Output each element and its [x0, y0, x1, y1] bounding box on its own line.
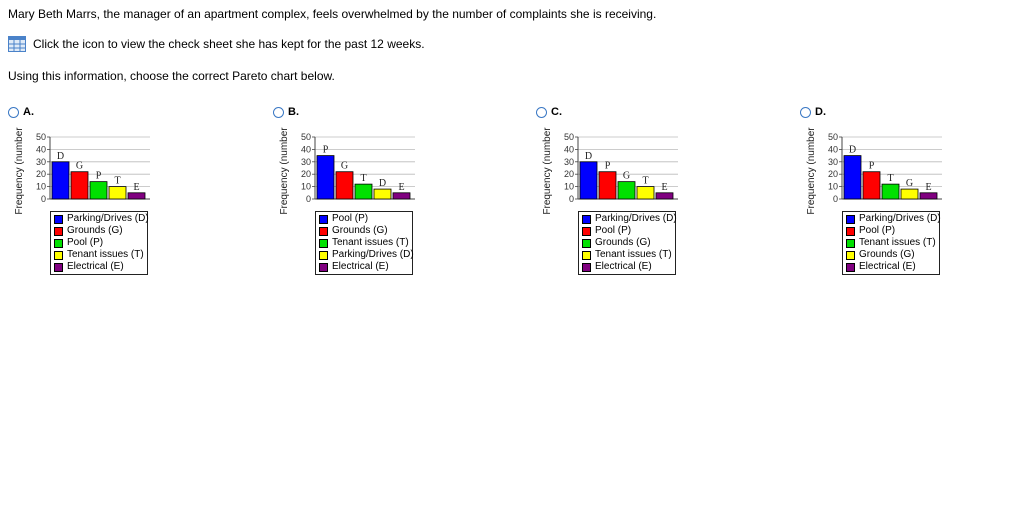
- bar: [128, 193, 145, 199]
- legend-item: Tenant issues (T): [319, 237, 409, 249]
- legend: [842, 211, 940, 275]
- y-tick-label: 10: [35, 181, 46, 192]
- y-tick-label: 40: [300, 144, 311, 155]
- legend-swatch: [582, 227, 591, 236]
- y-tick-label: 10: [300, 181, 311, 192]
- legend-item: Parking/Drives (D): [54, 213, 144, 225]
- option-c[interactable]: [536, 106, 796, 276]
- legend-swatch: [846, 239, 855, 248]
- option-label: C.: [551, 106, 562, 118]
- legend-item: Tenant issues (T): [582, 249, 672, 261]
- y-tick-label: 10: [827, 181, 838, 192]
- bar-label: P: [868, 160, 875, 172]
- y-tick-label: 50: [827, 132, 838, 142]
- legend-item: Grounds (G): [582, 237, 672, 249]
- y-tick-label: 20: [300, 169, 311, 180]
- legend-swatch: [319, 227, 328, 236]
- legend-item: Tenant issues (T): [846, 237, 936, 249]
- legend-item: Electrical (E): [319, 261, 409, 273]
- legend-item: Parking/Drives (D): [582, 213, 672, 225]
- table-grid-icon[interactable]: [8, 36, 26, 52]
- y-tick-label: 50: [300, 132, 311, 142]
- y-axis-label: Frequency (number: [14, 127, 25, 215]
- bar: [863, 172, 880, 199]
- y-tick-label: 30: [827, 156, 838, 167]
- bar: [882, 184, 899, 199]
- bar-label: E: [398, 181, 405, 193]
- check-sheet-row: [8, 36, 425, 52]
- legend-item: Pool (P): [846, 225, 936, 237]
- option-label: A.: [23, 106, 34, 118]
- option-d[interactable]: [800, 106, 1024, 276]
- y-tick-label: 20: [35, 169, 46, 180]
- y-tick-label: 30: [563, 156, 574, 167]
- bar: [71, 172, 88, 199]
- legend-item: Grounds (G): [846, 249, 936, 261]
- y-tick-label: 20: [827, 169, 838, 180]
- legend-swatch: [54, 239, 63, 248]
- legend-swatch: [846, 215, 855, 224]
- y-tick-label: 0: [40, 194, 46, 204]
- legend-swatch: [846, 251, 855, 260]
- bar: [637, 187, 654, 199]
- y-tick-label: 40: [35, 144, 46, 155]
- option-label: B.: [288, 106, 299, 118]
- y-axis-label: Frequency (number: [279, 127, 290, 215]
- bar: [844, 156, 861, 199]
- legend-item: Parking/Drives (D): [846, 213, 936, 225]
- legend-swatch: [54, 263, 63, 272]
- bar-label: P: [604, 160, 611, 172]
- legend-swatch: [319, 239, 328, 248]
- bar-label: D: [56, 150, 65, 162]
- radio-button[interactable]: [8, 107, 19, 118]
- pareto-chart: [273, 123, 433, 223]
- bar-label: D: [848, 144, 857, 156]
- y-axis-label: Frequency (number: [542, 127, 553, 215]
- legend-swatch: [319, 215, 328, 224]
- bar-label: E: [925, 181, 932, 193]
- bar: [618, 182, 635, 199]
- radio-button[interactable]: [800, 107, 811, 118]
- legend-swatch: [582, 251, 591, 260]
- option-a[interactable]: [8, 106, 268, 276]
- y-tick-label: 50: [563, 132, 574, 142]
- bar-label: D: [584, 150, 593, 162]
- legend-swatch: [846, 263, 855, 272]
- y-axis-label: Frequency (number: [806, 127, 817, 215]
- bar-label: D: [378, 178, 387, 190]
- legend-item: Grounds (G): [54, 225, 144, 237]
- bar: [52, 162, 69, 199]
- legend-swatch: [319, 263, 328, 272]
- bar-label: P: [95, 170, 102, 182]
- bar: [90, 182, 107, 199]
- legend-item: Pool (P): [582, 225, 672, 237]
- bar-label: G: [622, 170, 631, 182]
- legend-swatch: [54, 227, 63, 236]
- legend-swatch: [582, 263, 591, 272]
- y-tick-label: 10: [563, 181, 574, 192]
- legend-item: Electrical (E): [54, 261, 144, 273]
- check-sheet-text: Click the icon to view the check sheet she has kept for the past 12 weeks.: [33, 37, 425, 51]
- legend-item: Pool (P): [319, 213, 409, 225]
- legend-item: Electrical (E): [582, 261, 672, 273]
- legend: [315, 211, 413, 275]
- bar: [336, 172, 353, 199]
- bar: [901, 189, 918, 199]
- bar-label: G: [340, 160, 349, 172]
- legend-item: Grounds (G): [319, 225, 409, 237]
- pareto-chart: [536, 123, 696, 223]
- y-tick-label: 0: [568, 194, 574, 204]
- question-prompt: Using this information, choose the correct Pareto chart below.: [8, 69, 335, 83]
- legend: [50, 211, 148, 275]
- legend-swatch: [582, 215, 591, 224]
- legend-swatch: [582, 239, 591, 248]
- bar: [374, 189, 391, 199]
- legend-swatch: [319, 251, 328, 260]
- bar: [317, 156, 334, 199]
- legend-swatch: [846, 227, 855, 236]
- y-tick-label: 20: [563, 169, 574, 180]
- legend: [578, 211, 676, 275]
- bar: [393, 193, 410, 199]
- legend-item: Pool (P): [54, 237, 144, 249]
- bar: [109, 187, 126, 199]
- option-label: D.: [815, 106, 826, 118]
- y-tick-label: 0: [305, 194, 311, 204]
- bar-label: G: [905, 178, 914, 190]
- bar-label: T: [887, 173, 894, 185]
- bar-label: T: [642, 175, 649, 187]
- bar: [656, 193, 673, 199]
- y-tick-label: 50: [35, 132, 46, 142]
- bar-label: T: [114, 175, 121, 187]
- bar-label: E: [661, 181, 668, 193]
- bar: [355, 184, 372, 199]
- radio-button[interactable]: [273, 107, 284, 118]
- bar-label: E: [133, 181, 140, 193]
- bar: [580, 162, 597, 199]
- legend-item: Electrical (E): [846, 261, 936, 273]
- bar: [599, 172, 616, 199]
- pareto-chart: [8, 123, 168, 223]
- option-b[interactable]: [273, 106, 533, 276]
- y-tick-label: 30: [35, 156, 46, 167]
- y-tick-label: 0: [832, 194, 838, 204]
- legend-swatch: [54, 251, 63, 260]
- bar-label: P: [322, 144, 329, 156]
- legend-item: Parking/Drives (D): [319, 249, 409, 261]
- legend-swatch: [54, 215, 63, 224]
- question-intro: Mary Beth Marrs, the manager of an apartment complex, feels overwhelmed by the number of complaints she is receiving.: [8, 7, 657, 21]
- y-tick-label: 40: [563, 144, 574, 155]
- legend-item: Tenant issues (T): [54, 249, 144, 261]
- y-tick-label: 30: [300, 156, 311, 167]
- radio-button[interactable]: [536, 107, 547, 118]
- bar-label: T: [360, 173, 367, 185]
- pareto-chart: [800, 123, 960, 223]
- bar-label: G: [75, 160, 84, 172]
- y-tick-label: 40: [827, 144, 838, 155]
- bar: [920, 193, 937, 199]
